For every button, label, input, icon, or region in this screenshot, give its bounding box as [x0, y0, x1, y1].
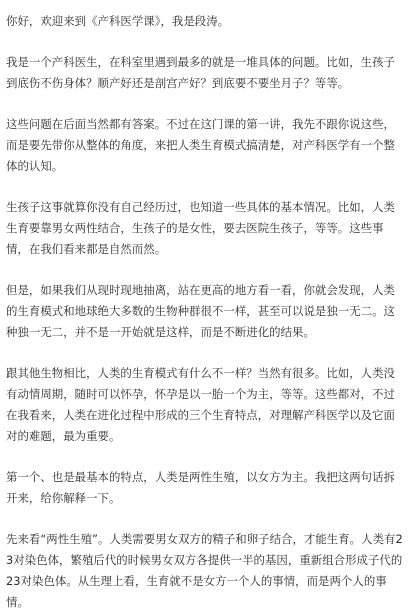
paragraph-basic-facts: 生孩子这事就算你没有自己经历过，也知道一些具体的基本情况。比如，人类生育要靠男女两性结合，生孩子的是女性，要去医院生孩子，等等。这些事情，在我们看来都是自然而然。 [6, 200, 395, 256]
paragraph-first-feature: 第一个、也是最基本的特点，人类是两性生殖，以女方为主。我把这两句话拆开来，给你解释一下。 [6, 470, 395, 505]
paragraph-comparison: 跟其他生物相比，人类的生育模式有什么不一样？当然有很多。比如，人类没有动情周期，随时可以怀孕，怀孕是以一胎一个为主，等等。这些都对，不过在我看来，人类在进化过程中形成的三个生育特点，对理解产科医学以及它面对的难题，最为重要。 [6, 366, 395, 443]
paragraph-two-sex-reproduction: 先来看“两性生殖”。人类需要男女双方的精子和卵子结合，才能生育。人类有23对染色体，繁殖后代的时候男女双方各提供一半的基因，重新组合形成子代的23对染色体。从生理上看，生育就不是女方一个人的事情，而是两个人的事情。 [6, 532, 403, 609]
paragraph-intro-questions: 我是一个产科医生，在科室里遇到最多的就是一堆具体的问题。比如，生孩子到底伤不伤身体？顺产好还是剖宫产好？到底要不要坐月子？等等。 [6, 55, 395, 90]
paragraph-greeting: 你好，欢迎来到《产科医学课》，我是段涛。 [6, 14, 230, 28]
paragraph-uniqueness: 但是，如果我们从现时现地抽离，站在更高的地方看一看，你就会发现，人类的生育模式和地球绝大多数的生物种群很不一样，甚至可以说是独一无二。这种独一无二，并不是一开始就是这样，而是不断进化的结果。 [6, 283, 395, 339]
paragraph-overview: 这些问题在后面当然都有答案。不过在这门课的第一讲，我先不跟你说这些，而是要先带你从整体的角度，来把人类生育模式搞清楚，对产科医学有一个整体的认知。 [6, 117, 395, 173]
